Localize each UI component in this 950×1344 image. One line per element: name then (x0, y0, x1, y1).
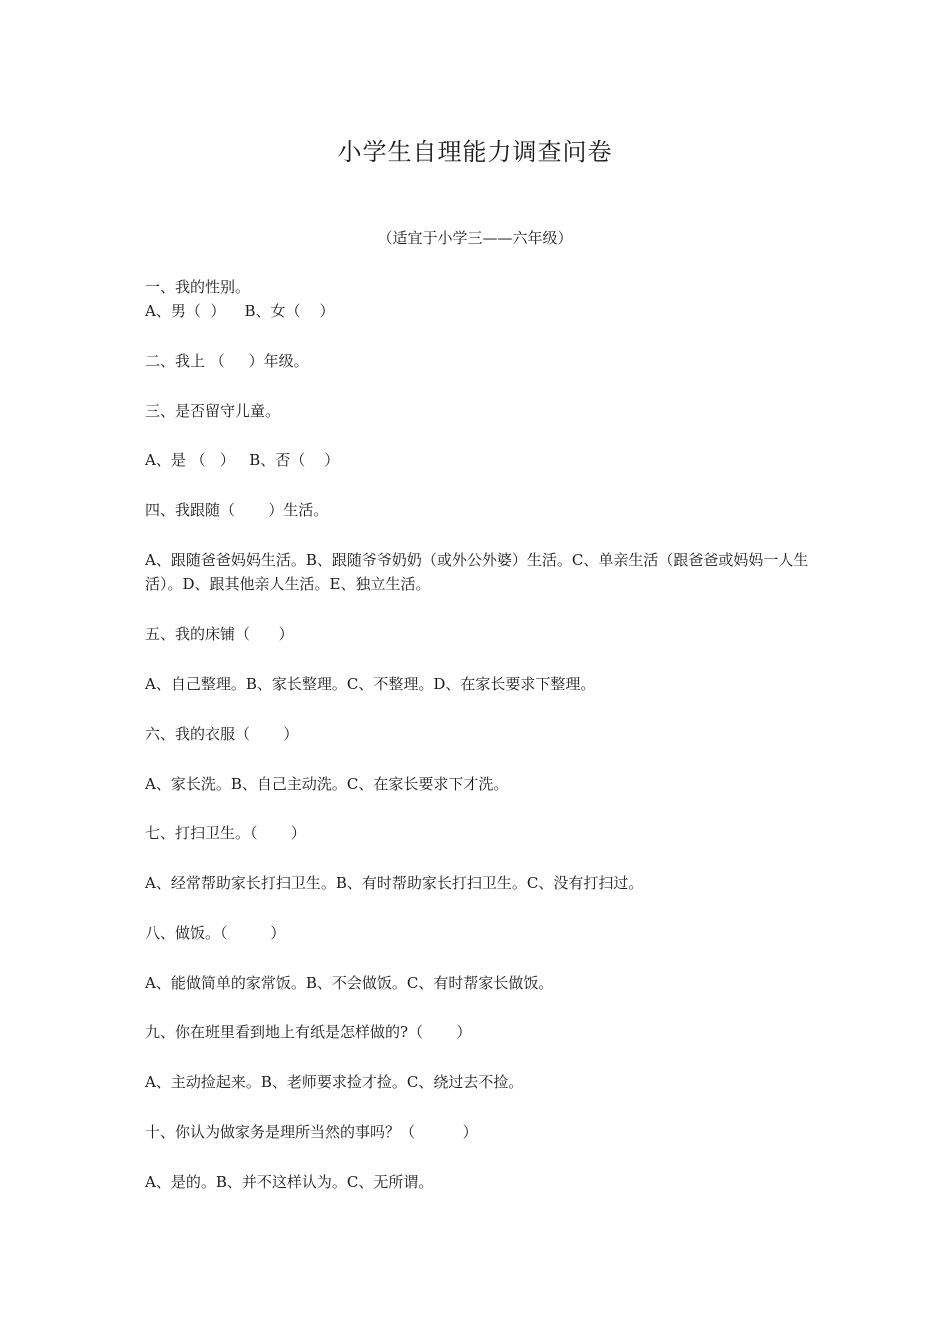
question-6-options: A、家长洗。B、自己主动洗。C、在家长要求下才洗。 (145, 775, 509, 793)
question-3-options: A、是 （ ） B、否（ ） (145, 451, 340, 469)
question-10-options: A、是的。B、并不这样认为。C、无所谓。 (145, 1173, 434, 1191)
question-5-options: A、自己整理。B、家长整理。C、不整理。D、在家长要求下整理。 (145, 675, 596, 693)
question-9-options: A、主动捡起来。B、老师要求捡才捡。C、绕过去不捡。 (145, 1073, 524, 1091)
question-5: 五、我的床铺（ ） (145, 625, 294, 643)
page-title: 小学生自理能力调查问卷 (337, 138, 613, 166)
question-8-options: A、能做简单的家常饭。B、不会做饭。C、有时帮家长做饭。 (145, 974, 554, 992)
question-1: 一、我的性别。 (145, 278, 251, 296)
question-10: 十、你认为做家务是理所当然的事吗？（ ） (145, 1123, 478, 1141)
question-1-options: A、男（ ） B、女（ ） (145, 302, 335, 320)
question-4-options: A、跟随爸爸妈妈生活。B、跟随爷爷奶奶（或外公外婆）生活。C、单亲生活（跟爸爸或妈妈一人生活）。D、跟其他亲人生活。E、独立生活。 (145, 551, 809, 593)
question-8: 八、做饭。（ ） (145, 924, 286, 942)
question-7-options: A、经常帮助家长打扫卫生。B、有时帮助家长打扫卫生。C、没有打扫过。 (145, 874, 644, 892)
question-2: 二、我上 （ ）年级。 (145, 352, 309, 370)
question-4: 四、我跟随（ ）生活。 (145, 501, 329, 519)
question-3: 三、是否留守儿童。 (145, 402, 281, 420)
question-7: 七、打扫卫生。（ ） (145, 824, 306, 842)
question-9: 九、你在班里看到地上有纸是怎样做的?（ ） (145, 1023, 472, 1041)
question-6: 六、我的衣服（ ） (145, 725, 299, 743)
page-subtitle: （适宜于小学三——六年级） (377, 229, 573, 247)
